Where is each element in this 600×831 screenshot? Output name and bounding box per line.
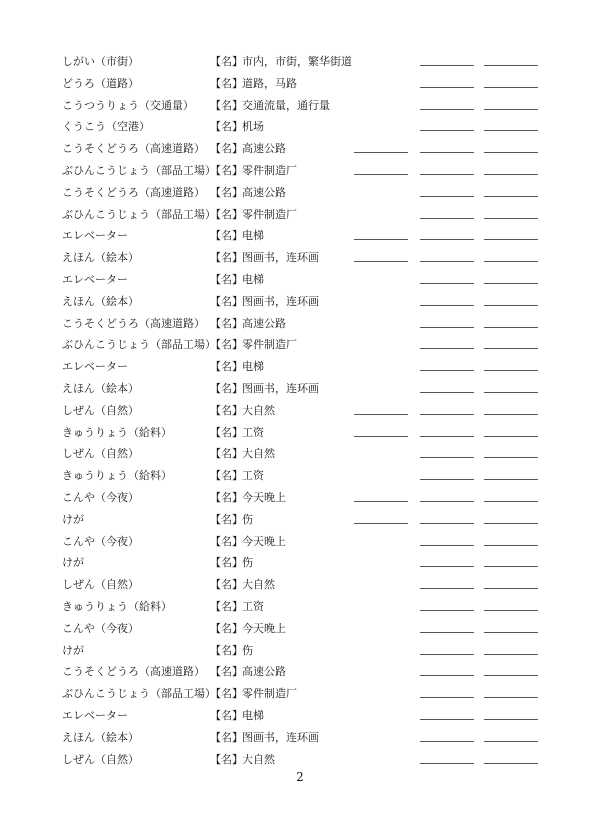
- vocab-meaning: 道路，马路: [242, 76, 297, 90]
- vocab-word: えほん（絵本）: [62, 381, 139, 395]
- answer-blank-line: [484, 239, 538, 240]
- vocab-row: [0, 225, 600, 247]
- answer-blank-line: [420, 697, 474, 698]
- part-of-speech-tag: 【名】: [210, 403, 243, 417]
- vocab-meaning: 今天晚上: [242, 621, 286, 635]
- vocab-row: [0, 465, 600, 487]
- answer-blank-line: [484, 87, 538, 88]
- vocab-meaning: 零件制造厂: [242, 687, 297, 701]
- answer-blank-line: [420, 218, 474, 219]
- answer-blank-line: [354, 152, 408, 153]
- vocab-meaning: 电梯: [242, 272, 264, 286]
- part-of-speech-tag: 【名】: [210, 142, 243, 156]
- vocab-meaning: 今天晚上: [242, 534, 286, 548]
- vocab-word: しぜん（自然）: [62, 578, 139, 592]
- vocab-word: えほん（絵本）: [62, 730, 139, 744]
- answer-blank-line: [484, 196, 538, 197]
- vocab-word: けが: [62, 556, 84, 570]
- answer-blank-line: [484, 523, 538, 524]
- vocab-row: [0, 618, 600, 640]
- vocab-word: えほん（絵本）: [62, 294, 139, 308]
- answer-blank-line: [484, 457, 538, 458]
- answer-blank-line: [484, 610, 538, 611]
- answer-blank-line: [420, 152, 474, 153]
- part-of-speech-tag: 【名】: [210, 687, 243, 701]
- vocab-word: けが: [62, 512, 84, 526]
- part-of-speech-tag: 【名】: [210, 229, 243, 243]
- vocab-row: [0, 552, 600, 574]
- vocab-row: [0, 95, 600, 117]
- part-of-speech-tag: 【名】: [210, 55, 243, 68]
- vocab-meaning: 高速公路: [242, 665, 286, 679]
- answer-blank-line: [420, 370, 474, 371]
- vocab-row: [0, 356, 600, 378]
- part-of-speech-tag: 【名】: [210, 120, 243, 134]
- vocab-row: [0, 596, 600, 618]
- answer-blank-line: [484, 566, 538, 567]
- vocab-row: [0, 661, 600, 683]
- answer-blank-line: [484, 392, 538, 393]
- answer-blank-line: [420, 65, 474, 66]
- vocab-meaning: 高速公路: [242, 316, 286, 330]
- vocab-row: [0, 531, 600, 553]
- vocab-row: [0, 269, 600, 291]
- answer-blank-line: [420, 545, 474, 546]
- vocab-word: ぶひんこうじょう（部品工場）: [62, 207, 216, 221]
- answer-blank-line: [420, 414, 474, 415]
- vocab-meaning: 图画书，连环画: [242, 381, 319, 395]
- vocab-meaning: 高速公路: [242, 185, 286, 199]
- vocab-word: こうそくどうろ（高速道路）: [62, 665, 205, 679]
- vocab-word: エレベーター: [62, 272, 128, 286]
- vocab-meaning: 零件制造厂: [242, 207, 297, 221]
- vocab-word: きゅうりょう（給料）: [62, 469, 172, 483]
- vocab-row: [0, 509, 600, 531]
- part-of-speech-tag: 【名】: [210, 76, 243, 90]
- vocab-word: きゅうりょう（給料）: [62, 599, 172, 613]
- part-of-speech-tag: 【名】: [210, 425, 243, 439]
- answer-blank-line: [484, 719, 538, 720]
- vocab-row: [0, 182, 600, 204]
- vocab-row: [0, 487, 600, 509]
- vocab-meaning: 图画书，连环画: [242, 730, 319, 744]
- vocab-word: ぶひんこうじょう（部品工場）: [62, 163, 216, 177]
- vocab-row: [0, 683, 600, 705]
- vocab-word: どうろ（道路）: [62, 76, 139, 90]
- part-of-speech-tag: 【名】: [210, 272, 243, 286]
- page-number: 2: [296, 770, 304, 784]
- answer-blank-line: [420, 348, 474, 349]
- vocab-word: エレベーター: [62, 360, 128, 374]
- vocab-meaning: 今天晚上: [242, 490, 286, 504]
- vocab-row: [0, 334, 600, 356]
- part-of-speech-tag: 【名】: [210, 578, 243, 592]
- answer-blank-line: [484, 588, 538, 589]
- part-of-speech-tag: 【名】: [210, 447, 243, 461]
- answer-blank-line: [484, 479, 538, 480]
- answer-blank-line: [484, 348, 538, 349]
- answer-blank-line: [420, 479, 474, 480]
- answer-blank-line: [484, 501, 538, 502]
- vocab-word: きゅうりょう（給料）: [62, 425, 172, 439]
- vocab-word: エレベーター: [62, 229, 128, 243]
- vocab-word: こんや（今夜）: [62, 490, 139, 504]
- part-of-speech-tag: 【名】: [210, 599, 243, 613]
- answer-blank-line: [420, 327, 474, 328]
- vocab-word: こうそくどうろ（高速道路）: [62, 142, 205, 156]
- part-of-speech-tag: 【名】: [210, 643, 243, 657]
- vocab-meaning: 电梯: [242, 360, 264, 374]
- part-of-speech-tag: 【名】: [210, 730, 243, 744]
- vocab-meaning: 交通流量，通行量: [242, 98, 330, 112]
- answer-blank-line: [354, 501, 408, 502]
- vocab-word: こうそくどうろ（高速道路）: [62, 185, 205, 199]
- answer-blank-line: [484, 654, 538, 655]
- vocab-word: くうこう（空港）: [62, 120, 150, 134]
- answer-blank-line: [354, 414, 408, 415]
- vocab-row: [0, 749, 600, 771]
- answer-blank-line: [354, 261, 408, 262]
- vocab-word: しぜん（自然）: [62, 447, 139, 461]
- vocab-meaning: 工资: [242, 425, 264, 439]
- vocab-meaning: 零件制造厂: [242, 163, 297, 177]
- vocab-row: [0, 51, 600, 73]
- part-of-speech-tag: 【名】: [210, 469, 243, 483]
- vocab-word: えほん（絵本）: [62, 251, 139, 265]
- vocab-meaning: 工资: [242, 469, 264, 483]
- vocab-row: [0, 313, 600, 335]
- answer-blank-line: [420, 261, 474, 262]
- vocab-meaning: 工资: [242, 599, 264, 613]
- answer-blank-line: [354, 239, 408, 240]
- answer-blank-line: [484, 152, 538, 153]
- vocab-meaning: 高速公路: [242, 142, 286, 156]
- part-of-speech-tag: 【名】: [210, 534, 243, 548]
- answer-blank-line: [420, 501, 474, 502]
- answer-blank-line: [354, 436, 408, 437]
- vocabulary-list: [0, 51, 600, 770]
- answer-blank-line: [420, 632, 474, 633]
- vocab-word: こうそくどうろ（高速道路）: [62, 316, 205, 330]
- answer-blank-line: [484, 305, 538, 306]
- answer-blank-line: [484, 261, 538, 262]
- answer-blank-line: [484, 130, 538, 131]
- vocab-word: こんや（今夜）: [62, 621, 139, 635]
- part-of-speech-tag: 【名】: [210, 294, 243, 308]
- vocab-word: しがい（市街）: [62, 55, 139, 68]
- vocab-row: [0, 574, 600, 596]
- answer-blank-line: [484, 632, 538, 633]
- answer-blank-line: [484, 741, 538, 742]
- part-of-speech-tag: 【名】: [210, 207, 243, 221]
- answer-blank-line: [420, 436, 474, 437]
- vocab-row: [0, 116, 600, 138]
- vocab-meaning: 大自然: [242, 752, 275, 766]
- vocab-meaning: 市内，市街，繁华街道: [242, 55, 352, 68]
- vocab-meaning: 伤: [242, 643, 253, 657]
- part-of-speech-tag: 【名】: [210, 556, 243, 570]
- vocab-word: こんや（今夜）: [62, 534, 139, 548]
- vocab-row: [0, 727, 600, 749]
- part-of-speech-tag: 【名】: [210, 98, 243, 112]
- answer-blank-line: [420, 457, 474, 458]
- part-of-speech-tag: 【名】: [210, 752, 243, 766]
- answer-blank-line: [484, 65, 538, 66]
- vocab-row: [0, 422, 600, 444]
- answer-blank-line: [420, 130, 474, 131]
- answer-blank-line: [484, 414, 538, 415]
- vocab-word: ぶひんこうじょう（部品工場）: [62, 338, 216, 352]
- answer-blank-line: [354, 523, 408, 524]
- vocab-row: [0, 204, 600, 226]
- answer-blank-line: [420, 87, 474, 88]
- answer-blank-line: [420, 239, 474, 240]
- vocab-word: しぜん（自然）: [62, 403, 139, 417]
- vocab-row: [0, 640, 600, 662]
- answer-blank-line: [484, 370, 538, 371]
- answer-blank-line: [420, 763, 474, 764]
- part-of-speech-tag: 【名】: [210, 512, 243, 526]
- answer-blank-line: [420, 196, 474, 197]
- vocab-meaning: 伤: [242, 556, 253, 570]
- vocab-meaning: 机场: [242, 120, 264, 134]
- answer-blank-line: [484, 675, 538, 676]
- answer-blank-line: [484, 436, 538, 437]
- answer-blank-line: [420, 305, 474, 306]
- part-of-speech-tag: 【名】: [210, 251, 243, 265]
- part-of-speech-tag: 【名】: [210, 185, 243, 199]
- answer-blank-line: [354, 174, 408, 175]
- answer-blank-line: [420, 283, 474, 284]
- vocab-row: [0, 705, 600, 727]
- vocab-word: ぶひんこうじょう（部品工場）: [62, 687, 216, 701]
- vocab-word: こうつうりょう（交通量）: [62, 98, 194, 112]
- vocab-row: [0, 73, 600, 95]
- part-of-speech-tag: 【名】: [210, 490, 243, 504]
- answer-blank-line: [420, 588, 474, 589]
- answer-blank-line: [420, 610, 474, 611]
- answer-blank-line: [420, 566, 474, 567]
- part-of-speech-tag: 【名】: [210, 316, 243, 330]
- answer-blank-line: [484, 763, 538, 764]
- answer-blank-line: [420, 109, 474, 110]
- answer-blank-line: [420, 523, 474, 524]
- vocab-meaning: 零件制造厂: [242, 338, 297, 352]
- vocab-meaning: 图画书，连环画: [242, 294, 319, 308]
- vocab-word: しぜん（自然）: [62, 752, 139, 766]
- answer-blank-line: [420, 654, 474, 655]
- vocab-row: [0, 291, 600, 313]
- vocab-word: けが: [62, 643, 84, 657]
- answer-blank-line: [484, 327, 538, 328]
- answer-blank-line: [484, 283, 538, 284]
- answer-blank-line: [420, 174, 474, 175]
- answer-blank-line: [484, 109, 538, 110]
- part-of-speech-tag: 【名】: [210, 163, 243, 177]
- vocab-meaning: 电梯: [242, 708, 264, 722]
- vocab-meaning: 大自然: [242, 447, 275, 461]
- vocab-row: [0, 400, 600, 422]
- part-of-speech-tag: 【名】: [210, 360, 243, 374]
- answer-blank-line: [484, 545, 538, 546]
- vocab-row: [0, 160, 600, 182]
- vocab-meaning: 大自然: [242, 578, 275, 592]
- part-of-speech-tag: 【名】: [210, 665, 243, 679]
- answer-blank-line: [420, 392, 474, 393]
- vocab-row: [0, 138, 600, 160]
- answer-blank-line: [420, 741, 474, 742]
- vocab-word: エレベーター: [62, 708, 128, 722]
- answer-blank-line: [484, 174, 538, 175]
- part-of-speech-tag: 【名】: [210, 381, 243, 395]
- vocab-meaning: 伤: [242, 512, 253, 526]
- vocab-meaning: 图画书，连环画: [242, 251, 319, 265]
- vocab-row: [0, 378, 600, 400]
- vocab-meaning: 电梯: [242, 229, 264, 243]
- answer-blank-line: [420, 719, 474, 720]
- part-of-speech-tag: 【名】: [210, 708, 243, 722]
- answer-blank-line: [484, 697, 538, 698]
- part-of-speech-tag: 【名】: [210, 621, 243, 635]
- answer-blank-line: [484, 218, 538, 219]
- part-of-speech-tag: 【名】: [210, 338, 243, 352]
- vocab-row: [0, 247, 600, 269]
- answer-blank-line: [420, 675, 474, 676]
- vocab-meaning: 大自然: [242, 403, 275, 417]
- vocab-row: [0, 443, 600, 465]
